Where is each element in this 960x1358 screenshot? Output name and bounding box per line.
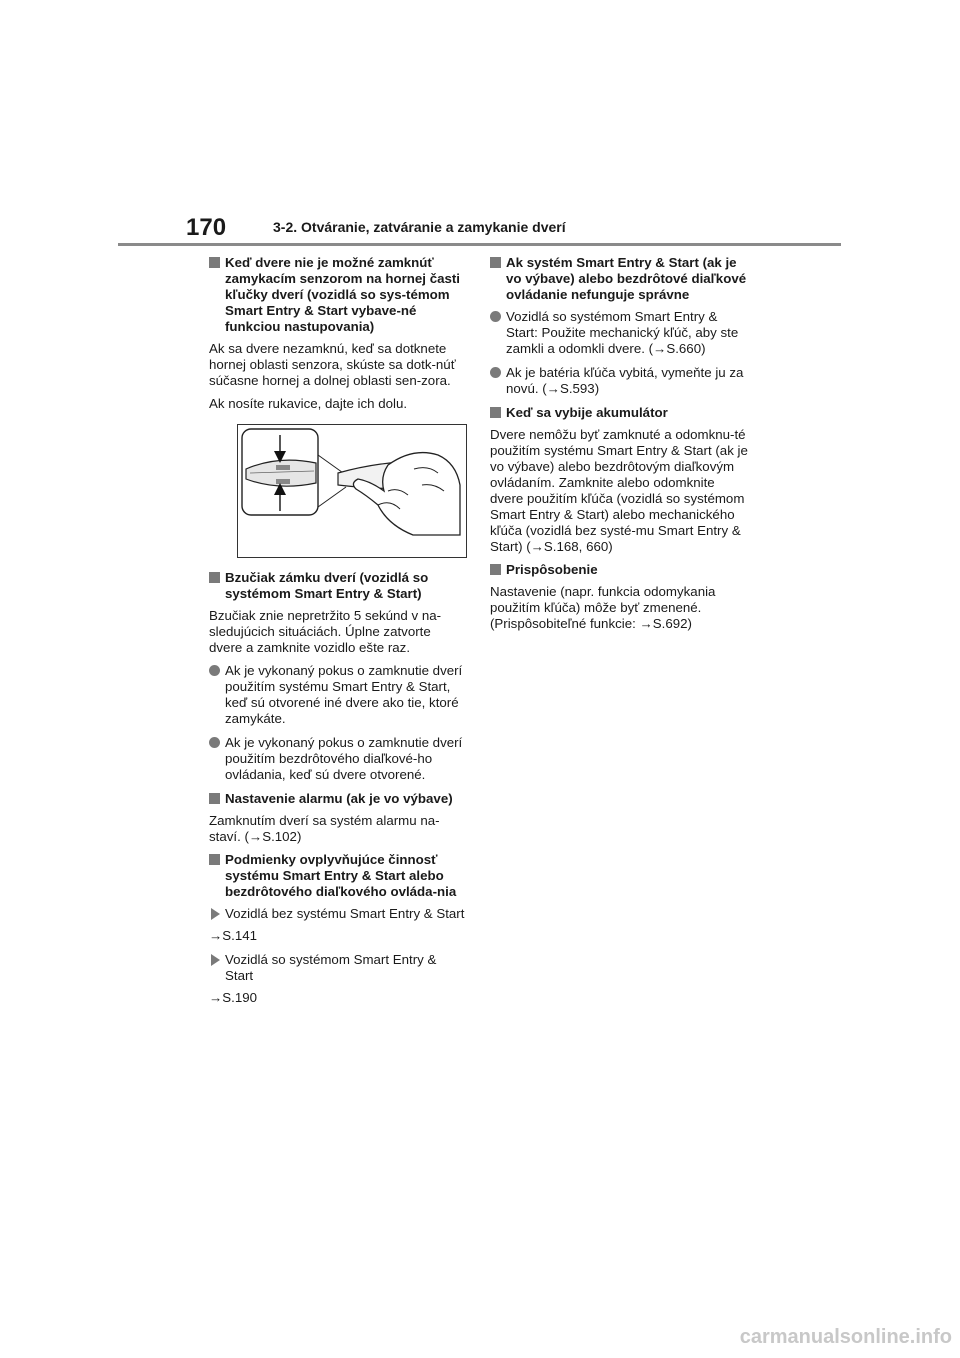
- section-heading: Keď dvere nie je možné zamknúť zamykacím senzorom na hornej časti kľučky dverí (vozidlá so sys-témom Smart Entry & Start vybave-né funkciou nastupovania): [209, 255, 467, 335]
- list-item: Ak je batéria kľúča vybitá, vymeňte ju za novú. (→S.593): [490, 365, 748, 397]
- list-item: Vozidlá so systémom Smart Entry & Start: [209, 952, 467, 984]
- round-bullet-icon: [209, 737, 220, 748]
- triangle-bullet-icon: [211, 954, 220, 966]
- paragraph: Nastavenie (napr. funkcia odomykania použitím kľúča) môže byť zmenené. (Prispôsobiteľné funkcie: →S.692): [490, 584, 716, 631]
- paragraph: Ak nosíte rukavice, dajte ich dolu.: [209, 396, 408, 411]
- section-heading: Bzučiak zámku dverí (vozidlá so systémom Smart Entry & Start): [209, 570, 467, 602]
- round-bullet-icon: [490, 367, 501, 378]
- page-reference: →S.190: [209, 990, 258, 1005]
- paragraph: Dvere nemôžu byť zamknuté a odomknu-té použitím systému Smart Entry & Start (ak je vo výbave) alebo bezdrôtovým diaľkovým ovládaním. Zamknite alebo odomknite dvere použitím kľúča (vozidlá so systémom Smart Entry & Start) alebo mechanického kľúča (vozidlá bez systé-mu Smart Entry & Start) (→S.168, 660): [490, 427, 748, 554]
- square-bullet-icon: [209, 854, 220, 865]
- list-item: Ak je vykonaný pokus o zamknutie dverí použitím bezdrôtového diaľkové-ho ovládania, keď sú dvere otvorené.: [209, 735, 467, 783]
- list-item: Vozidlá so systémom Smart Entry & Start: Použite mechanický kľúč, aby ste zamkli a odomkli dvere. (→S.660): [490, 309, 748, 357]
- section-heading: Prispôsobenie: [490, 562, 748, 578]
- list-item: Ak je vykonaný pokus o zamknutie dverí použitím systému Smart Entry & Start, keď sú otvorené iné dvere ako tie, ktoré zamykáte.: [209, 663, 467, 727]
- page-number: 170: [186, 214, 227, 241]
- triangle-bullet-icon: [211, 908, 220, 920]
- chapter-title: 3-2. Otváranie, zatváranie a zamykanie dverí: [273, 219, 566, 235]
- square-bullet-icon: [490, 564, 501, 575]
- square-bullet-icon: [209, 793, 220, 804]
- square-bullet-icon: [209, 257, 220, 268]
- header-divider: [118, 243, 841, 246]
- paragraph: Bzučiak znie nepretržito 5 sekúnd v na-sledujúcich situáciách. Úplne zatvorte dvere a zamknite vozidlo ešte raz.: [209, 608, 442, 655]
- door-handle-illustration: [237, 424, 467, 558]
- left-column: [209, 255, 467, 1014]
- round-bullet-icon: [209, 665, 220, 676]
- round-bullet-icon: [490, 311, 501, 322]
- section-heading: Ak systém Smart Entry & Start (ak je vo výbave) alebo bezdrôtové diaľkové ovládanie nefunguje správne: [490, 255, 748, 303]
- paragraph: Ak sa dvere nezamknú, keď sa dotknete hornej oblasti senzora, skúste sa dotk-núť súčasne hornej a dolnej oblasti sen-zora.: [209, 341, 456, 388]
- section-heading: Nastavenie alarmu (ak je vo výbave): [209, 791, 467, 807]
- list-item: Vozidlá bez systému Smart Entry & Start: [209, 906, 467, 922]
- section-heading: Keď sa vybije akumulátor: [490, 405, 748, 421]
- page-reference: →S.141: [209, 928, 258, 943]
- square-bullet-icon: [209, 572, 220, 583]
- right-column: [490, 255, 748, 639]
- door-handle-hand-drawing: [238, 425, 466, 557]
- section-heading: Podmienky ovplyvňujúce činnosť systému Smart Entry & Start alebo bezdrôtového diaľkového ovláda-nia: [209, 852, 467, 900]
- paragraph: Zamknutím dverí sa systém alarmu na-staví. (→S.102): [209, 813, 440, 844]
- watermark-text: carmanualsonline.info: [739, 1326, 952, 1348]
- square-bullet-icon: [490, 257, 501, 268]
- square-bullet-icon: [490, 407, 501, 418]
